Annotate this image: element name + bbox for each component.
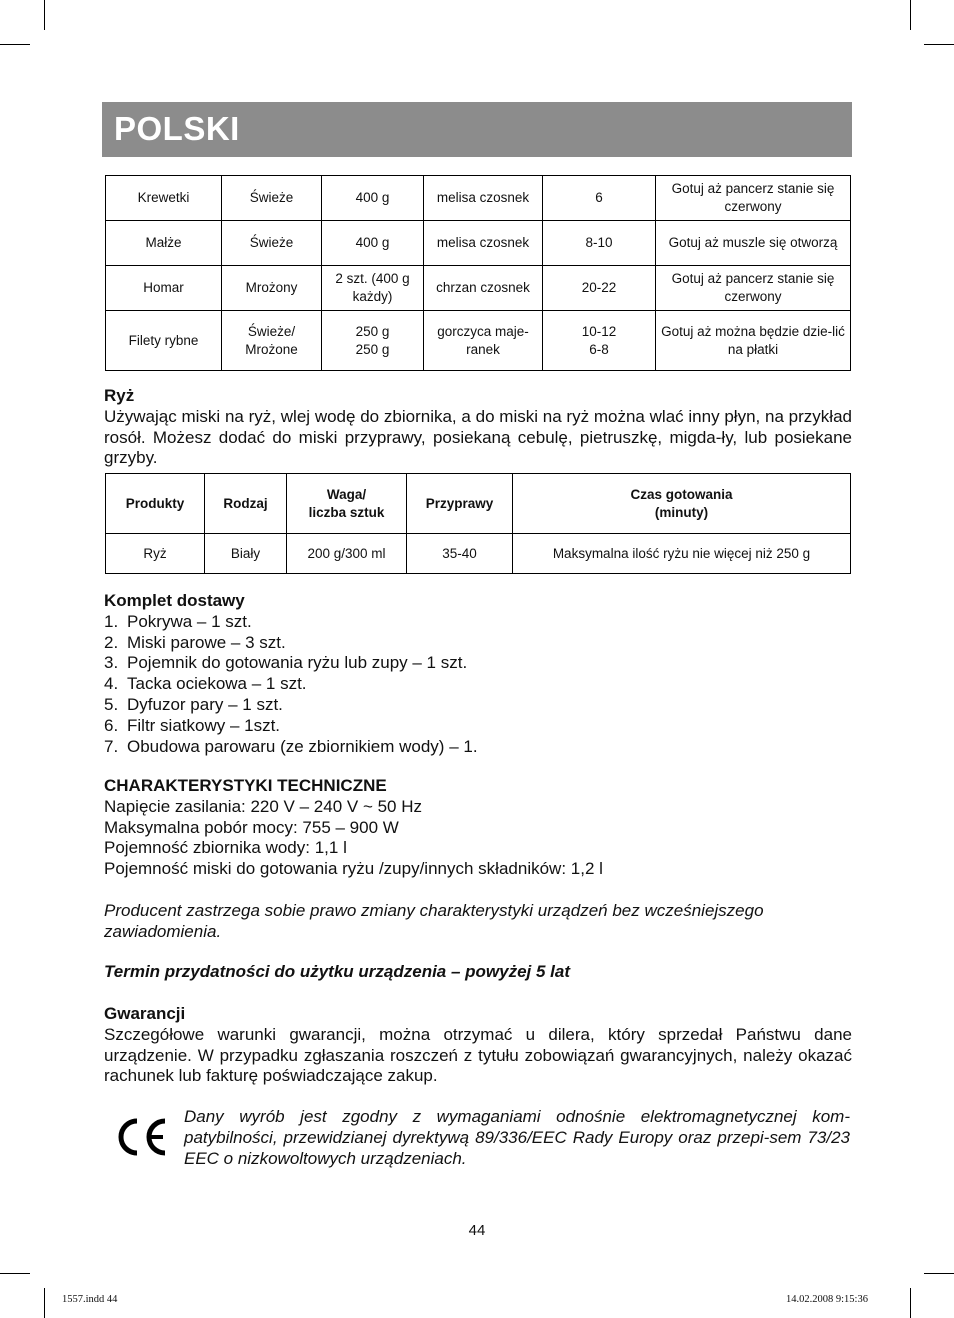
spec-line: Maksymalna pobór mocy: 755 – 900 W [104,817,399,837]
rice-heading: Ryż [104,386,135,405]
table-cell: Krewetki [106,176,222,221]
list-item [104,716,852,737]
rice-body: Używając miski na ryż, wlej wodę do zbiornika, a do miski na ryż można wlać inny płyn, na przykład rosół. Możesz dodać do miski przyprawy, posiekaną cebulę, pietruszkę, migda-ły, lub posiekane grzyby. [104,406,852,468]
crop-mark [44,1288,45,1318]
list-number: 4. [104,674,119,694]
specs-section [104,776,852,880]
table-row [106,266,851,311]
table-cell: 10-12 6-8 [543,311,656,371]
table-header-row [106,474,851,534]
table-cell: 20-22 [543,266,656,311]
table-cell: 250 g 250 g [322,311,424,371]
rice-section [104,386,852,469]
seafood-cooking-table [105,175,851,371]
list-text: Filtr siatkowy – 1szt. [127,715,281,735]
table-cell: Homar [106,266,222,311]
crop-mark [0,1273,30,1274]
list-number: 1. [104,611,119,631]
column-header: Rodzaj [205,474,287,534]
table-cell: 2 szt. (400 g każdy) [322,266,424,311]
crop-mark [44,0,45,30]
list-item [104,695,852,716]
table-cell: Ryż [106,534,205,574]
producer-note: Producent zastrzega sobie prawo zmiany charakterystyki urządzeń bez wcześniejszego zawiadomienia. [104,901,764,941]
warranty-heading: Gwarancji [104,1004,186,1023]
column-header: Przyprawy [407,474,513,534]
warranty-section [104,1004,852,1087]
table-cell: chrzan czosnek [424,266,543,311]
table-row [106,311,851,371]
crop-mark [0,44,30,45]
list-text: Pojemnik do gotowania ryżu lub zupy – 1 szt. [127,653,468,673]
list-text: Pokrywa – 1 szt. [127,611,252,631]
crop-mark [910,1288,911,1318]
table-cell: Filety rybne [106,311,222,371]
delivery-section [104,591,852,757]
table-cell: Gotuj aż pancerz stanie się czerwony [656,266,851,311]
rice-cooking-table [105,473,851,574]
table-cell: 35-40 [407,534,513,574]
table-cell: Gotuj aż pancerz stanie się czerwony [656,176,851,221]
table-row [106,176,851,221]
table-cell: Świeże [222,176,322,221]
table-cell: 200 g/300 ml [287,534,407,574]
list-number: 7. [104,736,119,756]
spec-line: Pojemność miski do gotowania ryżu /zupy/innych składników: 1,2 l [104,859,603,879]
footer-file-info: 1557.indd 44 [62,1294,118,1305]
table-cell: Maksymalna ilość ryżu nie więcej niż 250 g [513,534,851,574]
list-number: 5. [104,694,119,714]
table-cell: Świeże/ Mrożone [222,311,322,371]
table-cell: 8-10 [543,221,656,266]
table-cell: Gotuj aż można będzie dzie-lić na płatki [656,311,851,371]
table-cell: Biały [205,534,287,574]
table-cell: Świeże [222,221,322,266]
section-header-bar [102,102,852,157]
column-header: Waga/ liczba sztuk [287,474,407,534]
list-text: Miski parowe – 3 szt. [127,632,286,652]
crop-mark [924,1273,954,1274]
delivery-heading: Komplet dostawy [104,591,245,610]
list-number: 2. [104,632,119,652]
lifetime-note: Termin przydatności do użytku urządzenia – powyżej 5 lat [104,962,571,981]
table-row [106,534,851,574]
list-text: Obudowa parowaru (ze zbiornikiem wody) – 1. [127,736,478,756]
table-cell: gorczyca maje- ranek [424,311,543,371]
ce-compliance-text: Dany wyrób jest zgodny z wymaganiami odnośnie elektromagnetycznej kom-patybilności, przewidzianej dyrektywą 89/336/EEC Rady Europy oraz przepi-sem 73/23 EEC o nizkowoltowych urządzeniach. [184,1107,850,1168]
table-cell: Gotuj aż muszle się otworzą [656,221,851,266]
delivery-list [104,612,852,758]
warranty-body: Szczegółowe warunki gwarancji, można otrzymać u dilera, który sprzedał Państwu dane urządzenie. W przypadku zgłaszania roszczeń z tytułu zobowiązań gwarancyjnych, należy okazać rachunek lub fakturę poświadczające zakup. [104,1024,852,1086]
list-item [104,674,852,695]
footer-timestamp: 14.02.2008 9:15:36 [786,1294,868,1305]
table-cell: 6 [543,176,656,221]
specs-heading: CHARAKTERYSTYKI TECHNICZNE [104,776,387,795]
table-cell: 400 g [322,176,424,221]
table-cell: melisa czosnek [424,176,543,221]
list-text: Tacka ociekowa – 1 szt. [127,674,307,694]
table-cell: melisa czosnek [424,221,543,266]
list-item [104,612,852,633]
list-number: 6. [104,715,119,735]
table-cell: Małże [106,221,222,266]
list-item [104,653,852,674]
crop-mark [910,0,911,30]
crop-mark [924,44,954,45]
table-cell: Mrożony [222,266,322,311]
column-header: Produkty [106,474,205,534]
list-item [104,633,852,654]
list-number: 3. [104,653,119,673]
spec-line: Pojemność zbiornika wody: 1,1 l [104,838,347,858]
ce-mark-icon [118,1118,170,1156]
list-text: Dyfuzor pary – 1 szt. [127,694,283,714]
spec-line: Napięcie zasilania: 220 V – 240 V ~ 50 Hz [104,796,423,816]
list-item [104,737,852,758]
table-cell: 400 g [322,221,424,266]
page-number: 44 [468,1222,486,1239]
column-header: Czas gotowania (minuty) [513,474,851,534]
table-row [106,221,851,266]
page-title: POLSKI [114,110,240,147]
